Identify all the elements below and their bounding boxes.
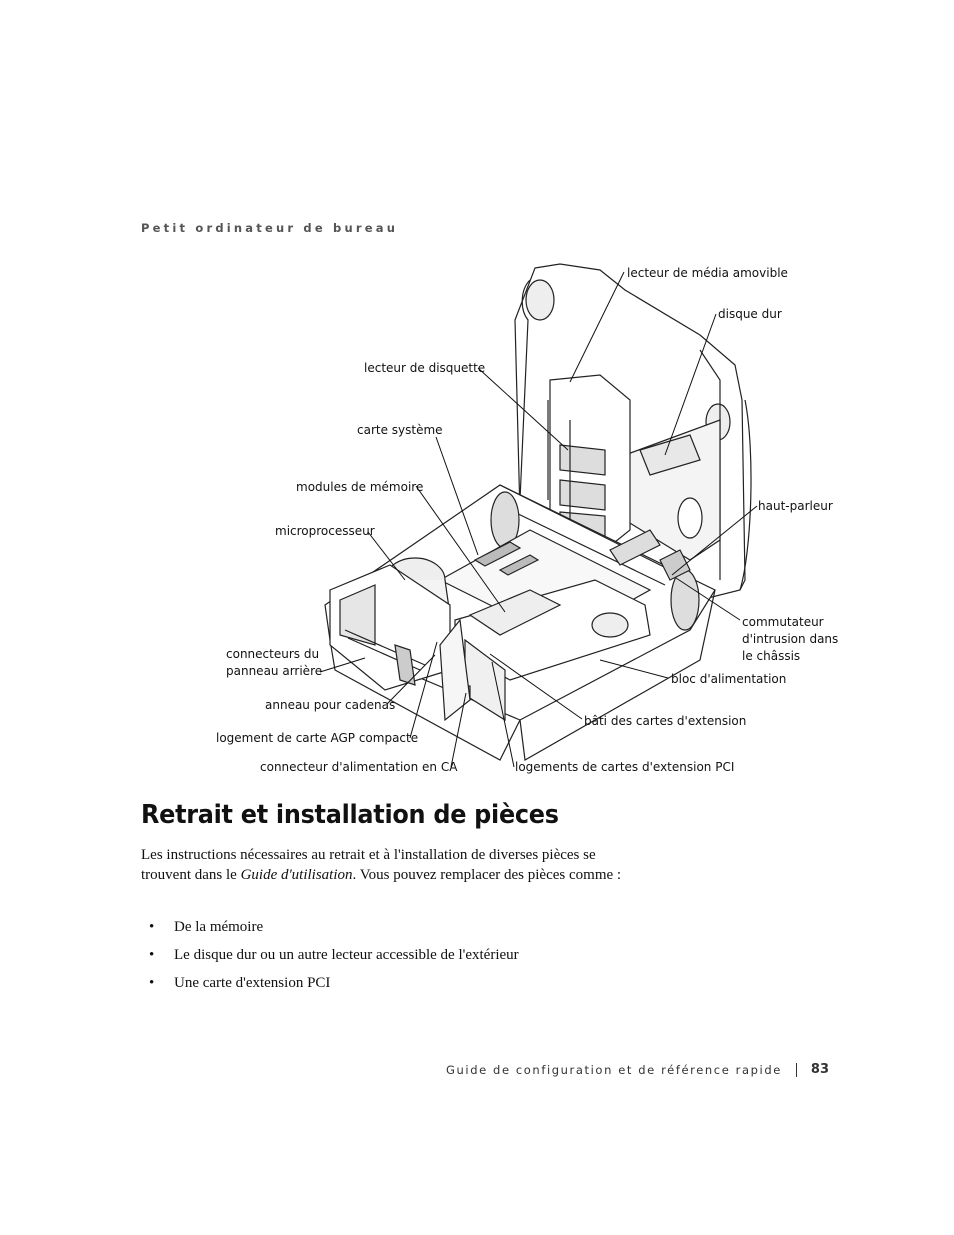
footer-divider [796,1063,797,1077]
callout-floppy-drive: lecteur de disquette [364,361,486,375]
callout-hard-drive: disque dur [718,307,782,321]
callout-processor: microprocesseur [275,524,375,538]
callout-card-cage: bâti des cartes d'extension [584,714,747,728]
callout-ac-power-connector: connecteur d'alimentation en CA [260,760,458,774]
computer-line-drawing [0,250,954,790]
page-number: 83 [810,1062,829,1077]
footer-title: Guide de configuration et de référence rapide [446,1062,782,1077]
intro-paragraph [141,845,641,885]
callout-back-panel-line2: panneau arrière [226,664,323,678]
callout-intrusion-line2: d'intrusion dans [742,632,839,646]
running-head: Petit ordinateur de bureau [141,221,399,235]
callout-intrusion-line1: commutateur [742,615,824,629]
bullet-icon: • [149,919,155,935]
callout-padlock-ring: anneau pour cadenas [265,698,396,712]
bullet-icon: • [149,975,155,991]
callout-removable-media: lecteur de média amovible [627,266,788,280]
bullet-icon: • [149,947,155,963]
parts-list [141,917,519,1001]
callout-pci-slots: logements de cartes d'extension PCI [515,760,735,774]
list-item [141,945,519,973]
list-item-text: Une carte d'extension PCI [174,975,331,991]
list-item-text: De la mémoire [174,919,264,935]
callout-system-board: carte système [357,423,443,437]
guide-title: Guide d'utilisation [240,867,353,883]
callout-speaker: haut-parleur [758,499,833,513]
callout-agp-slot: logement de carte AGP compacte [216,731,419,745]
callout-memory-modules: modules de mémoire [296,480,424,494]
page-footer [446,1062,829,1077]
computer-interior-figure [0,250,954,790]
list-item [141,917,519,945]
intro-text-after: . Vous pouvez remplacer des pièces comme : [352,867,622,883]
list-item-text: Le disque dur ou un autre lecteur accessible de l'extérieur [174,947,519,963]
list-item [141,973,519,1001]
callout-power-supply: bloc d'alimentation [671,672,787,686]
section-title: Retrait et installation de pièces [141,800,559,830]
callout-back-panel-line1: connecteurs du [226,647,320,661]
callout-intrusion-line3: le châssis [742,649,801,663]
intro-text-before: Les instructions nécessaires au retrait et à l'installation de diverses pièces se trouvent dans le [141,847,596,883]
